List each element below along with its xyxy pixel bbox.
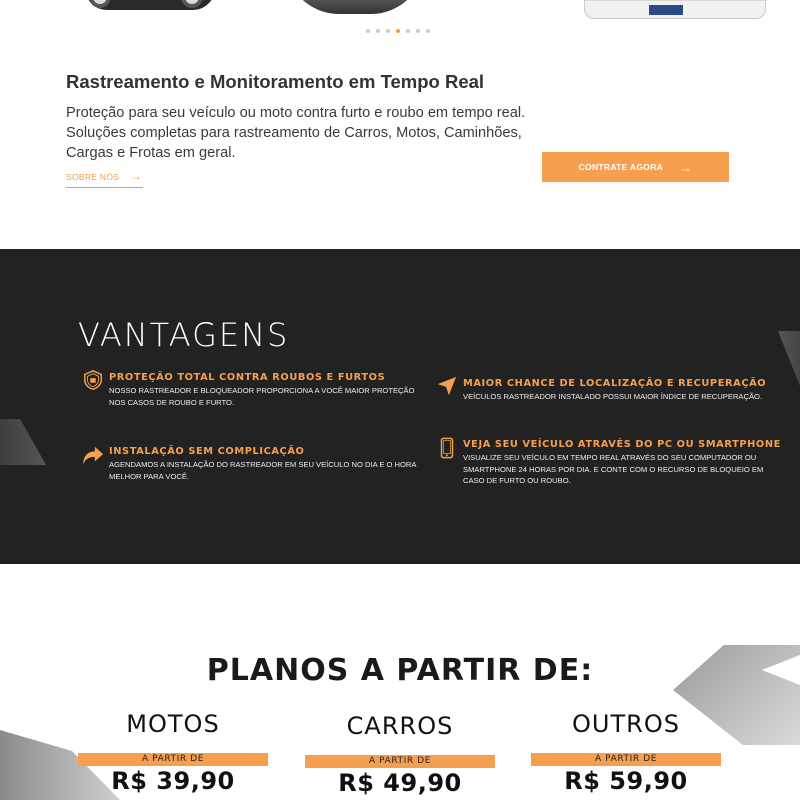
contract-now-button[interactable] [542,152,729,182]
carousel-dot[interactable] [366,29,370,33]
plans-title: PLANOS A PARTIR DE: [206,653,594,688]
wheel [181,0,203,8]
plan-name: CARROS [346,712,454,740]
decorative-shape [0,419,46,465]
carousel-dot[interactable] [406,29,410,33]
plan-name: MOTOS [126,710,220,738]
feature-item [436,437,781,497]
vantagens-title: VANTAGENS [78,316,290,354]
feature-item [82,444,422,494]
feature-item [436,375,776,415]
motorcycle-image [285,0,425,14]
carousel-pagination [366,29,430,33]
plan-price: R$ 59,90 [564,767,688,795]
carousel-dot[interactable] [386,29,390,33]
car-image [85,0,215,10]
smartphone-icon [436,437,458,459]
plan-card-carros[interactable] [305,710,495,797]
plan-card-outros[interactable] [531,710,721,795]
feature-description: AGENDAMOS A INSTALAÇÃO DO RASTREADOR EM SEU VEÍCULO NO DIA E O HORA MELHOR PARA VOCÊ. [109,460,417,481]
carousel-dot[interactable] [396,29,400,33]
plan-price: R$ 49,90 [338,769,462,797]
feature-description: VISUALIZE SEU VEÍCULO EM TEMPO REAL ATRAVÉS DO SEU COMPUTADOR OU SMARTPHONE 24 HORAS POR DIA. E CONTE COM O RECURSO DE BLOQUEIO EM CASO DE FURTO OU ROUBO. [463,453,764,485]
wheel [89,0,111,8]
feature-description: NOSSO RASTREADOR E BLOQUEADOR PROPORCIONA A VOCÊ MAIOR PROTEÇÃO NOS CASOS DE ROUBO E FURTO. [109,386,415,407]
plan-price-label: A PARTIR DE [305,755,495,768]
intro-title: Rastreamento e Monitoramento em Tempo Real [66,71,485,92]
plan-price-label: A PARTIR DE [531,753,721,766]
plan-card-motos[interactable] [78,710,268,795]
feature-title: MAIOR CHANCE DE LOCALIZAÇÃO E RECUPERAÇÃO [463,378,767,389]
truck-image [584,0,766,19]
feature-item [82,369,422,419]
contract-now-label: CONTRATE AGORA [578,162,664,172]
forward-arrow-icon [82,444,104,466]
feature-title: INSTALAÇÃO SEM COMPLICAÇÃO [109,446,305,457]
carousel-dot[interactable] [416,29,420,33]
carousel-dot[interactable] [376,29,380,33]
vantagens-section [0,249,800,564]
feature-description: VEÍCULOS RASTREADOR INSTALADO POSSUI MAIOR ÍNDICE DE RECUPERAÇÃO. [463,392,763,401]
feature-title: PROTEÇÃO TOTAL CONTRA ROUBOS E FURTOS [109,372,386,383]
plan-price: R$ 39,90 [111,767,235,795]
about-us-link[interactable] [66,169,143,188]
carousel-dot[interactable] [426,29,430,33]
bumper [585,0,767,1]
feature-title: VEJA SEU VEÍCULO ATRAVÉS DO PC OU SMARTPHONE [463,439,781,450]
decorative-shape [778,331,800,421]
arrow-right-icon: → [130,169,143,183]
navigation-arrow-icon [436,375,458,397]
arrow-right-icon: → [679,159,693,175]
about-us-label: SOBRE NÓS [66,172,120,182]
hero-carousel [0,0,800,45]
plan-name: OUTROS [572,710,680,738]
shield-icon [82,369,104,391]
plan-price-label: A PARTIR DE [78,753,268,766]
license-plate [649,5,683,15]
intro-description: Proteção para seu veículo ou moto contra furto e roubo em tempo real. Soluções completas para rastreamento de Carros, Motos, Caminhões, Cargas e Frotas em geral. [66,105,526,161]
